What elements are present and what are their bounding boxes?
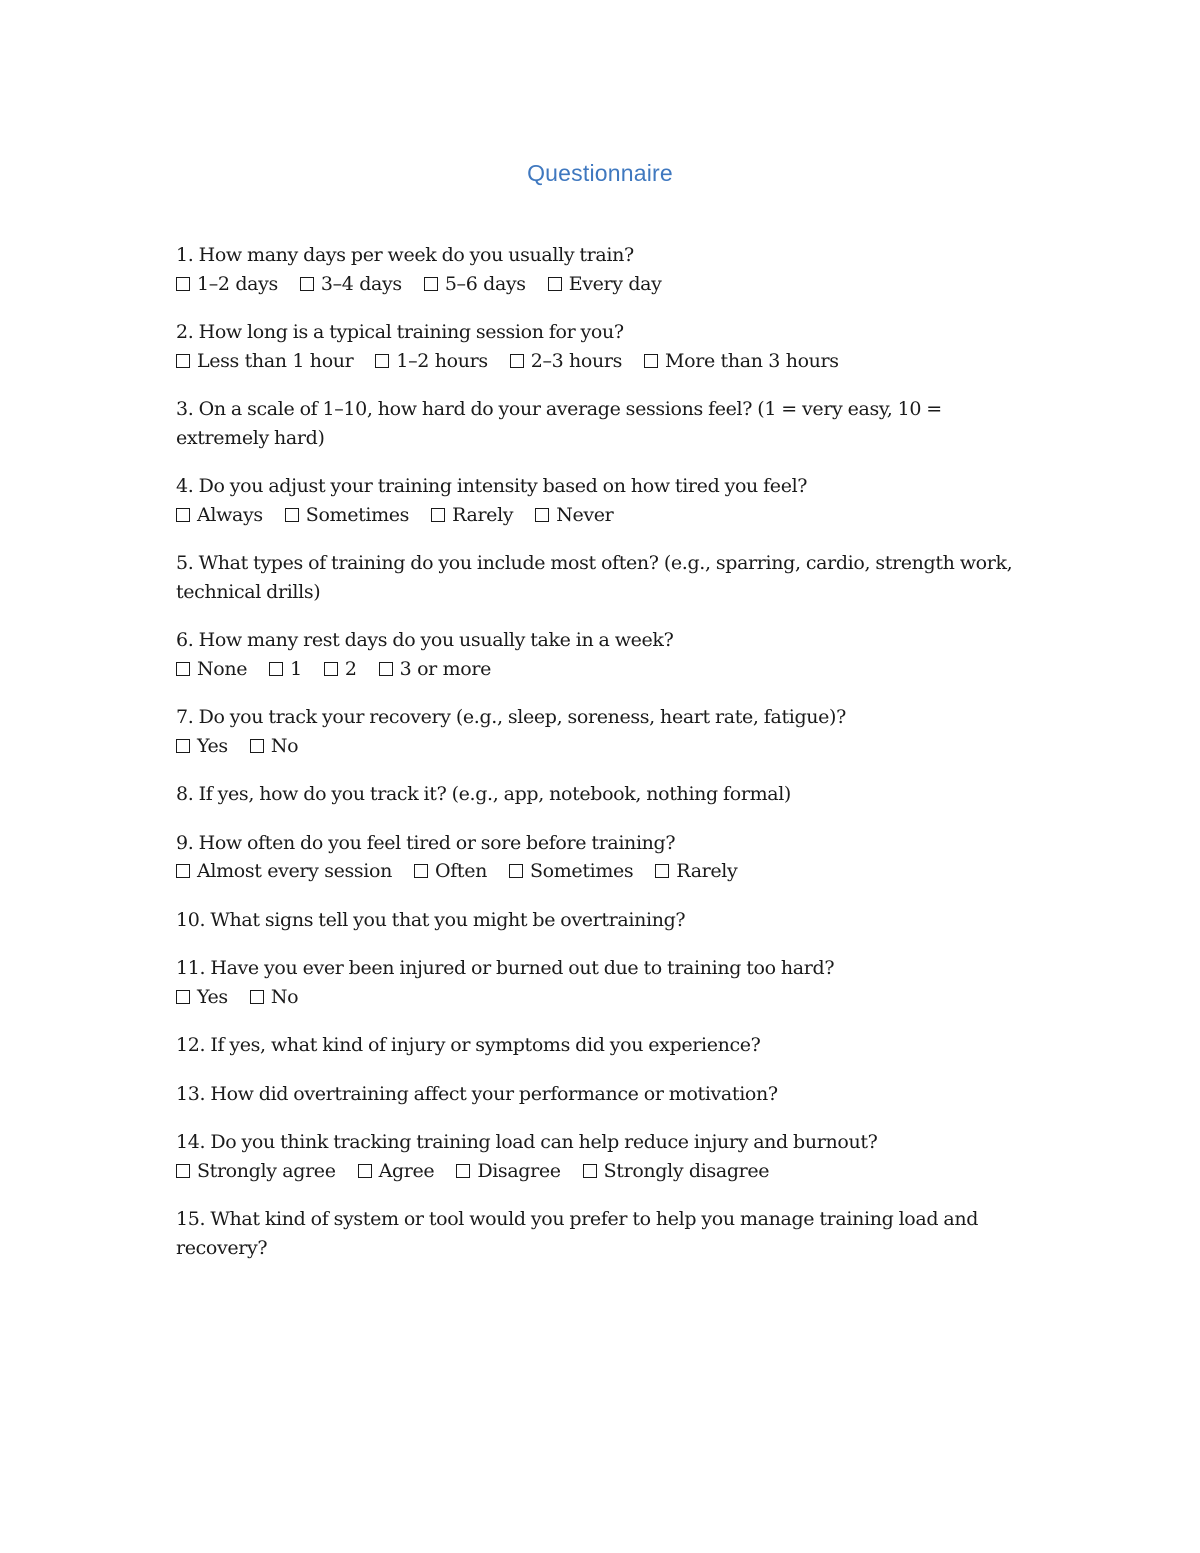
answer-option[interactable] bbox=[324, 655, 357, 684]
checkbox-icon[interactable] bbox=[176, 864, 190, 878]
option-label: Sometimes bbox=[530, 860, 634, 882]
answer-option[interactable] bbox=[375, 347, 487, 376]
checkbox-icon[interactable] bbox=[176, 508, 190, 522]
question-text: 8. If yes, how do you track it? (e.g., app, notebook, nothing formal) bbox=[176, 783, 791, 805]
answer-option[interactable] bbox=[285, 501, 409, 530]
checkbox-icon[interactable] bbox=[510, 354, 524, 368]
option-label: None bbox=[197, 657, 248, 680]
answer-option[interactable] bbox=[424, 270, 526, 299]
answer-option[interactable] bbox=[510, 347, 622, 376]
question-text: 13. How did overtraining affect your performance or motivation? bbox=[176, 1082, 778, 1105]
option-label: Never bbox=[556, 503, 614, 526]
checkbox-icon[interactable] bbox=[535, 508, 549, 522]
option-label: No bbox=[270, 734, 299, 757]
checkbox-icon[interactable] bbox=[269, 662, 283, 676]
answer-options bbox=[176, 655, 1016, 684]
question-text: 15. What kind of system or tool would you prefer to help you manage training load and recovery? bbox=[176, 1208, 979, 1259]
question-text: 7. Do you track your recovery (e.g., sleep, soreness, heart rate, fatigue)? bbox=[176, 706, 846, 728]
question-text: 1. How many days per week do you usually train? bbox=[176, 244, 634, 266]
question-5 bbox=[176, 549, 1016, 606]
option-label: Often bbox=[435, 860, 487, 882]
question-14 bbox=[176, 1128, 1016, 1185]
question-text: 10. What signs tell you that you might be overtraining? bbox=[176, 908, 686, 931]
option-label: 1 bbox=[290, 657, 302, 680]
checkbox-icon[interactable] bbox=[424, 277, 438, 291]
answer-options bbox=[176, 501, 1016, 530]
question-11 bbox=[176, 954, 1016, 1011]
question-7 bbox=[176, 703, 1016, 760]
answer-option[interactable] bbox=[655, 857, 737, 886]
option-label: Strongly agree bbox=[197, 1159, 336, 1182]
checkbox-icon[interactable] bbox=[655, 864, 669, 878]
option-label: 2–3 hours bbox=[530, 349, 623, 372]
checkbox-icon[interactable] bbox=[375, 354, 389, 368]
option-label: 3–4 days bbox=[320, 272, 402, 295]
question-15 bbox=[176, 1205, 1016, 1262]
checkbox-icon[interactable] bbox=[176, 739, 190, 753]
question-4 bbox=[176, 472, 1016, 529]
answer-option[interactable] bbox=[176, 1157, 336, 1186]
checkbox-icon[interactable] bbox=[379, 662, 393, 676]
option-label: 5–6 days bbox=[444, 272, 526, 295]
question-2 bbox=[176, 318, 1016, 375]
answer-options bbox=[176, 1157, 1016, 1186]
checkbox-icon[interactable] bbox=[583, 1164, 597, 1178]
checkbox-icon[interactable] bbox=[250, 990, 264, 1004]
answer-option[interactable] bbox=[509, 857, 633, 886]
answer-option[interactable] bbox=[414, 857, 487, 886]
question-8 bbox=[176, 780, 1016, 809]
question-10 bbox=[176, 906, 1016, 935]
checkbox-icon[interactable] bbox=[644, 354, 658, 368]
question-13 bbox=[176, 1080, 1016, 1109]
question-6 bbox=[176, 626, 1016, 683]
checkbox-icon[interactable] bbox=[176, 277, 190, 291]
answer-option[interactable] bbox=[250, 732, 298, 761]
option-label: Rarely bbox=[452, 503, 514, 526]
question-3 bbox=[176, 395, 1016, 452]
option-label: Disagree bbox=[477, 1159, 561, 1182]
option-label: Always bbox=[197, 503, 263, 526]
option-label: 1–2 hours bbox=[396, 349, 488, 372]
checkbox-icon[interactable] bbox=[176, 354, 190, 368]
checkbox-icon[interactable] bbox=[176, 1164, 190, 1178]
checkbox-icon[interactable] bbox=[176, 990, 190, 1004]
question-text: 12. If yes, what kind of injury or symptoms did you experience? bbox=[176, 1034, 761, 1056]
option-label: 2 bbox=[344, 657, 357, 680]
answer-option[interactable] bbox=[379, 655, 491, 684]
option-label: More than 3 hours bbox=[665, 349, 839, 372]
question-text: 9. How often do you feel tired or sore before training? bbox=[176, 831, 676, 854]
checkbox-icon[interactable] bbox=[548, 277, 562, 291]
answer-option[interactable] bbox=[269, 655, 302, 684]
option-label: Rarely bbox=[676, 860, 738, 882]
answer-option[interactable] bbox=[176, 655, 247, 684]
answer-options bbox=[176, 983, 1016, 1012]
answer-option[interactable] bbox=[456, 1157, 560, 1186]
question-text: 4. Do you adjust your training intensity based on how tired you feel? bbox=[176, 475, 808, 497]
question-9 bbox=[176, 829, 1016, 886]
option-label: Agree bbox=[378, 1159, 435, 1182]
question-1 bbox=[176, 241, 1016, 298]
checkbox-icon[interactable] bbox=[300, 277, 314, 291]
answer-option[interactable] bbox=[535, 501, 613, 530]
question-text: 2. How long is a typical training session for you? bbox=[176, 321, 624, 343]
answer-option[interactable] bbox=[176, 857, 392, 886]
answer-options bbox=[176, 270, 1016, 299]
answer-option[interactable] bbox=[250, 983, 298, 1012]
question-text: 11. Have you ever been injured or burned out due to training too hard? bbox=[176, 957, 835, 979]
answer-option[interactable] bbox=[644, 347, 839, 376]
checkbox-icon[interactable] bbox=[176, 662, 190, 676]
checkbox-icon[interactable] bbox=[431, 508, 445, 522]
question-12 bbox=[176, 1031, 1016, 1060]
option-label: Yes bbox=[197, 985, 228, 1008]
option-label: 3 or more bbox=[399, 657, 491, 680]
question-text: 14. Do you think tracking training load can help reduce injury and burnout? bbox=[176, 1131, 878, 1153]
answer-options bbox=[176, 732, 1016, 761]
option-label: Yes bbox=[197, 734, 228, 757]
answer-options bbox=[176, 857, 1016, 886]
answer-option[interactable] bbox=[176, 501, 263, 530]
answer-option[interactable] bbox=[176, 347, 353, 376]
answer-option[interactable] bbox=[176, 270, 278, 299]
question-list bbox=[176, 241, 1016, 1282]
answer-option[interactable] bbox=[583, 1157, 770, 1186]
checkbox-icon[interactable] bbox=[285, 508, 299, 522]
question-text: 6. How many rest days do you usually take in a week? bbox=[176, 629, 674, 651]
answer-options bbox=[176, 347, 1016, 376]
checkbox-icon[interactable] bbox=[509, 864, 523, 878]
answer-option[interactable] bbox=[176, 732, 228, 761]
option-label: Strongly disagree bbox=[603, 1159, 770, 1182]
option-label: 1–2 days bbox=[197, 272, 278, 295]
option-label: Sometimes bbox=[305, 503, 410, 526]
question-text: 3. On a scale of 1–10, how hard do your average sessions feel? (1 = very easy, 10 = extremely hard) bbox=[176, 398, 942, 449]
checkbox-icon[interactable] bbox=[358, 1164, 372, 1178]
checkbox-icon[interactable] bbox=[324, 662, 338, 676]
option-label: Less than 1 hour bbox=[197, 349, 354, 372]
option-label: Almost every session bbox=[197, 860, 393, 882]
checkbox-icon[interactable] bbox=[414, 864, 428, 878]
option-label: No bbox=[270, 985, 299, 1008]
question-text: 5. What types of training do you include most often? (e.g., sparring, cardio, strength work, technical drills) bbox=[176, 552, 1013, 603]
option-label: Every day bbox=[568, 272, 662, 295]
checkbox-icon[interactable] bbox=[250, 739, 264, 753]
answer-option[interactable] bbox=[358, 1157, 435, 1186]
answer-option[interactable] bbox=[176, 983, 228, 1012]
checkbox-icon[interactable] bbox=[456, 1164, 470, 1178]
answer-option[interactable] bbox=[300, 270, 402, 299]
page-title: Questionnaire bbox=[527, 160, 673, 186]
answer-option[interactable] bbox=[431, 501, 513, 530]
answer-option[interactable] bbox=[548, 270, 662, 299]
